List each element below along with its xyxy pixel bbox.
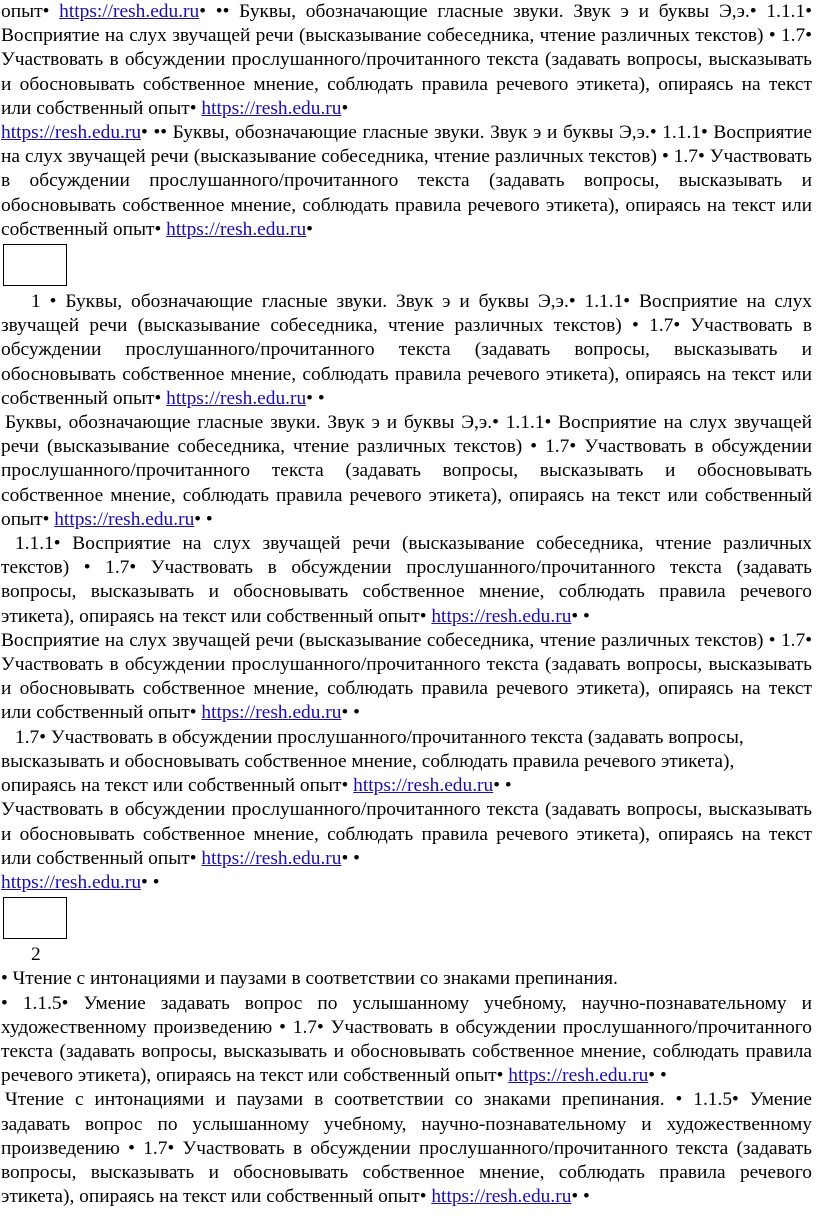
participation-text: Участвовать в обсуждении прослушанного/прочитанного текста (задавать вопросы, высказывать и обосновывать собственное мнение, соблюдать правила речевого этикета), опираясь на текст или собственный опыт [1,1137,812,1208]
perception-text: Восприятие на слух звучащей речи (высказывание собеседника, чтение различных текстов) [1,25,769,47]
section-1-item [1,726,812,799]
section-1-item [1,871,812,895]
code-text: 1.7 [105,557,130,579]
perception-text: Восприятие на слух звучащей речи (высказывание собеседника, чтение различных текстов) [1,533,812,579]
participation-text: Участвовать в обсуждении прослушанного/прочитанного текста (задавать вопросы, высказывать и обосновывать собственное мнение, соблюдать правила речевого этикета), опираясь на текст или собственный опыт [1,726,744,797]
bullet: • [199,1,206,22]
bullet: • [341,702,349,724]
heading-letters-text: Буквы, обозначающие гласные звуки. Звук э и буквы Э,э. [229,1,750,22]
section-1-item [1,411,812,532]
table-cell-box [3,897,67,939]
bullet: • [768,629,776,651]
paragraph-1 [1,0,812,121]
bullet: • [306,387,313,409]
bullet: • [167,1137,175,1159]
bullet: • [496,1065,504,1087]
bullet: • [53,533,61,555]
perception-text: Восприятие на слух звучащей речи (высказывание собеседника, чтение различных текстов) [1,412,812,458]
bullet: • [61,992,69,1014]
row-number: 2 [31,944,41,966]
heading-letters-text: Буквы, обозначающие гласные звуки. Звук э и буквы Э,э. [167,122,650,144]
bullet: • [673,315,681,337]
participation-text: Участвовать в обсуждении прослушанного/прочитанного текста (задавать вопросы, высказывать и обосновывать собственное мнение, соблюдать правила речевого этикета), опираясь на текст или собственный опыт [1,654,812,724]
bullet: • [419,605,427,627]
resh-link[interactable]: https://resh.edu.ru [201,847,342,869]
text: опыт [1,1,43,22]
resh-link[interactable]: https://resh.edu.ru [201,702,342,724]
bullet: • [648,1065,656,1087]
section-1-item [1,532,812,629]
section-2-item [1,967,812,991]
bullet: • [141,122,148,144]
resh-link[interactable]: https://resh.edu.ru [353,775,494,797]
row-number: 1 [31,291,41,313]
resh-link[interactable]: https://resh.edu.ru [431,1186,572,1208]
section-1-item [1,290,812,411]
participation-text: Участвовать в обсуждении прослушанного/прочитанного текста (задавать вопросы, высказывать и обосновывать собственное мнение, соблюдать правила речевого этикета), опираясь на текст или собственный опыт [1,49,812,119]
code-text: 1.7 [649,315,674,337]
perception-text: Восприятие на слух звучащей речи (высказывание собеседника, чтение различных текстов) [1,122,812,168]
participation-text: Участвовать в обсуждении прослушанного/прочитанного текста (задавать вопросы, высказывать и обосновывать собственное мнение, соблюдать правила речевого этикета), опираясь на текст или собственный опыт [1,799,812,869]
question-text: Умение задавать вопрос по услышанному учебному, научно-познавательному и художественному произведению [1,1089,812,1159]
bullet: • [569,436,577,458]
bullet: • [1,968,8,990]
bullet: • [530,436,538,458]
bullet: • [805,1,812,22]
heading-letters-text: Буквы, обозначающие гласные звуки. Звук э и буквы Э,э. [5,412,493,434]
bullet: • [154,387,162,409]
bullet: • [353,702,360,724]
bullet: • [544,412,552,434]
bullet: • [306,218,313,240]
bullet: • [732,1089,739,1111]
intonation-text: Чтение с интонациями и паузами в соответствии со знаками препинания. [12,968,618,990]
bullet: • [1,992,8,1014]
bullet: • [42,1,50,22]
resh-link[interactable]: https://resh.edu.ru [166,218,307,240]
bullet: • [205,508,213,530]
bullet: • [141,871,148,893]
code-text: 1.1.1 [584,291,624,313]
resh-link[interactable]: https://resh.edu.ru [201,97,342,119]
code-text: 1.7 [15,726,40,748]
bullet: • [42,508,50,530]
bullet: • [353,847,360,869]
section-2-item [1,1088,812,1209]
resh-link[interactable]: https://resh.edu.ru [166,387,307,409]
bullet: • [129,557,137,579]
bullet: • [749,1,757,22]
bullet: • [317,1016,324,1038]
intonation-text: Чтение с интонациями и паузами в соответствии со знаками препинания. [5,1089,665,1111]
section-1-item [1,629,812,726]
resh-link[interactable]: https://resh.edu.ru [1,122,142,144]
bullet: • [128,1137,135,1159]
bullet: • [805,25,813,47]
bullet: • [659,1065,667,1087]
code-text: 1.1.1 [15,533,54,555]
participation-text: Участвовать в обсуждении прослушанного/прочитанного текста (задавать вопросы, высказывать и обосновывать собственное мнение, соблюдать правила речевого этикета), опираясь на текст или собственный опыт [1,315,812,409]
code-text: 1.7 [775,25,806,47]
bullet-pair: •• [153,122,168,144]
bullet: • [83,557,91,579]
bullet: • [697,146,705,168]
bullet: • [583,1186,590,1208]
section-1-item [1,798,812,871]
section-2-number [1,943,812,967]
heading-letters-text: Буквы, обозначающие гласные звуки. Звук э и буквы Э,э. [65,291,569,313]
code-text: 1.1.5 [22,992,62,1014]
bullet: • [571,605,579,627]
code-text: 1.1.5 [693,1089,733,1111]
resh-link[interactable]: https://resh.edu.ru [431,605,572,627]
code-text: 1.1.1 [505,412,545,434]
bullet: • [623,291,631,313]
bullet: • [768,25,776,47]
bullet: • [701,122,708,144]
bullet: • [189,97,197,119]
bullet: • [154,218,162,240]
bullet: • [419,1186,427,1208]
resh-link[interactable]: https://resh.edu.ru [508,1065,649,1087]
bullet: • [317,387,325,409]
code-text: 1.1.1 [656,122,701,144]
section-2-item [1,992,812,1089]
bullet: • [341,97,349,119]
bullet: • [583,605,590,627]
bullet: • [504,775,512,797]
participation-text: Участвовать в обсуждении прослушанного/прочитанного текста (задавать вопросы, высказывать и обосновывать собственное мнение, соблюдать правила речевого этикета), опираясь на текст или собственный опыт [1,146,812,240]
bullet: • [568,291,576,313]
bullet: • [492,412,499,434]
code-text: 1.7 [545,436,570,458]
bullet: • [189,702,197,724]
bullet: • [675,1089,683,1111]
bullet: • [661,146,669,168]
resh-link[interactable]: https://resh.edu.ru [59,1,200,22]
bullet: • [189,847,197,869]
resh-link[interactable]: https://resh.edu.ru [1,871,142,893]
perception-text: Восприятие на слух звучащей речи (высказывание собеседника, чтение различных текстов) [1,291,812,337]
bullet: • [49,291,57,313]
bullet: • [279,1016,286,1038]
bullet: • [805,629,812,651]
table-cell-box [3,244,67,286]
participation-text: Участвовать в обсуждении прослушанного/прочитанного текста (задавать вопросы, высказывать и обосновывать собственное мнение, соблюдать правила речевого этикета), опираясь на текст или собственный опыт [1,436,812,530]
bullet: • [39,726,47,748]
participation-text: Участвовать в обсуждении прослушанного/прочитанного текста (задавать вопросы, высказывать и обосновывать собственное мнение, соблюдать правила речевого этикета), опираясь на текст или собственный опыт [1,1016,812,1087]
code-text: 1.7 [668,146,698,168]
bullet: • [649,122,657,144]
paragraph-2 [1,121,812,242]
code-text: 1.7 [292,1016,317,1038]
question-text: Умение задавать вопрос по услышанному учебному, научно-познавательному и художественному произведению [1,992,812,1038]
code-text: 1.7 [143,1137,168,1159]
resh-link[interactable]: https://resh.edu.ru [54,508,195,530]
bullet: • [194,508,202,530]
bullet: • [341,847,349,869]
perception-text: Восприятие на слух звучащей речи (высказывание собеседника, чтение различных текстов) [1,629,764,651]
bullet: • [152,871,160,893]
code-text: 1.7 [780,629,806,651]
bullet: • [341,775,349,797]
bullet: • [571,1186,579,1208]
participation-text: Участвовать в обсуждении прослушанного/прочитанного текста (задавать вопросы, высказывать и обосновывать собственное мнение, соблюдать правила речевого этикета), опираясь на текст или собственный опыт [1,557,812,627]
bullet: • [493,775,500,797]
bullet: • [632,315,639,337]
code-text: 1.1.1 [756,1,806,22]
bullet-pair: •• [215,1,230,22]
